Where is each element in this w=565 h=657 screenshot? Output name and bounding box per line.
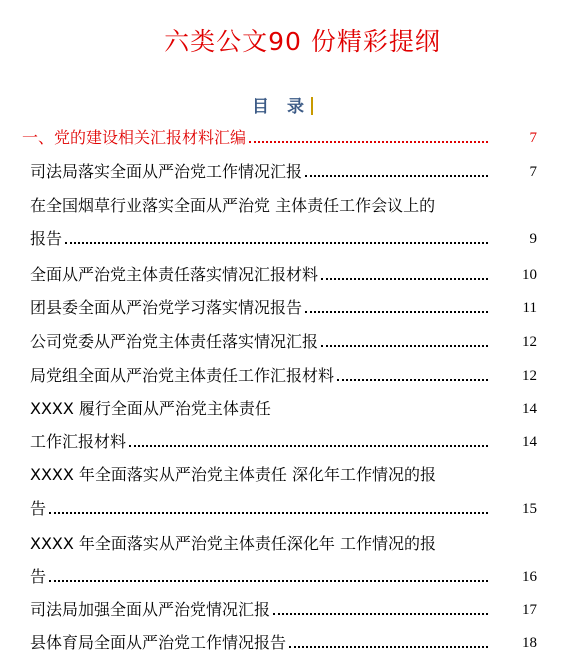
toc-page-number: 16 (522, 569, 537, 585)
toc-leader-dots (274, 412, 488, 414)
toc-entry[interactable] (0, 363, 565, 387)
toc-entry-text: 一、党的建设相关汇报材料汇编 (22, 128, 247, 147)
toc-entry[interactable] (0, 295, 565, 319)
toc-entry-text: 县体育局全面从严治党工作情况报告 (30, 633, 287, 652)
toc-entry[interactable] (0, 396, 565, 420)
toc-entry[interactable] (0, 329, 565, 353)
toc-page-number: 17 (522, 602, 537, 618)
toc-leader-dots (49, 512, 488, 514)
toc-entry-text: XXXX 履行全面从严治党主体责任 (30, 399, 271, 418)
toc-page-number: 9 (529, 231, 537, 247)
text-cursor-icon (311, 97, 313, 115)
toc-leader-dots (289, 646, 488, 648)
toc-page-number: 15 (522, 501, 537, 517)
toc-page-number: 18 (522, 635, 537, 651)
toc-leader-dots (273, 613, 488, 615)
toc-page-number: 14 (522, 434, 537, 450)
toc-leader-dots (337, 379, 488, 381)
toc-leader-dots (129, 445, 488, 447)
toc-leader-dots (321, 345, 488, 347)
toc-page-number: 11 (522, 300, 537, 316)
toc-entry-text: 司法局落实全面从严治党工作情况汇报 (30, 162, 303, 181)
toc-entry-text-line2: 告 (30, 567, 47, 586)
toc-entry[interactable] (0, 630, 565, 654)
toc-entry-text: 团县委全面从严治党学习落实情况报告 (30, 298, 303, 317)
toc-entry[interactable] (0, 597, 565, 621)
toc-entry[interactable] (0, 159, 565, 183)
toc-page-number: 12 (522, 334, 537, 350)
toc-entry-text-line1[interactable]: XXXX 年全面落实从严治党主体责任 深化年工作情况的报 (30, 465, 437, 484)
toc-entry[interactable] (0, 429, 565, 453)
toc-heading (0, 92, 565, 117)
toc-entry-text-line1[interactable]: 在全国烟草行业落实全面从严治党 主体责任工作会议上的 (30, 196, 436, 215)
toc-entry-text: 全面从严治党主体责任落实情况汇报材料 (30, 265, 319, 284)
document-title: 六类公文90 份精彩提纲 (164, 27, 441, 56)
toc-page-number: 7 (529, 164, 537, 180)
toc-entry-text: 工作汇报材料 (30, 432, 127, 451)
toc-entry-text: 司法局加强全面从严治党情况汇报 (30, 600, 271, 619)
toc-entry-text: 公司党委从严治党主体责任落实情况汇报 (30, 332, 319, 351)
toc-entry[interactable] (0, 564, 565, 588)
toc-leader-dots (249, 141, 488, 143)
toc-entry-text-line1[interactable]: XXXX 年全面落实从严治党主体责任深化年 工作情况的报 (30, 534, 437, 553)
toc-leader-dots (321, 278, 488, 280)
toc-entry[interactable] (0, 226, 565, 250)
toc-leader-dots (65, 242, 488, 244)
toc-page-number: 10 (522, 267, 537, 283)
toc-entry[interactable] (0, 262, 565, 286)
toc-page-number: 7 (529, 130, 537, 146)
toc-leader-dots (49, 580, 488, 582)
toc-entry-text-line2: 报告 (30, 229, 63, 248)
toc-entry-text: 局党组全面从严治党主体责任工作汇报材料 (30, 366, 335, 385)
toc-page-number: 14 (522, 401, 537, 417)
toc-entry[interactable] (0, 496, 565, 520)
toc-leader-dots (305, 311, 488, 313)
toc-heading-text: 目 录 (252, 97, 310, 117)
toc-leader-dots (305, 175, 488, 177)
toc-section-entry[interactable] (0, 125, 565, 149)
toc-page-number: 12 (522, 368, 537, 384)
toc-entry-text-line2: 告 (30, 499, 47, 518)
